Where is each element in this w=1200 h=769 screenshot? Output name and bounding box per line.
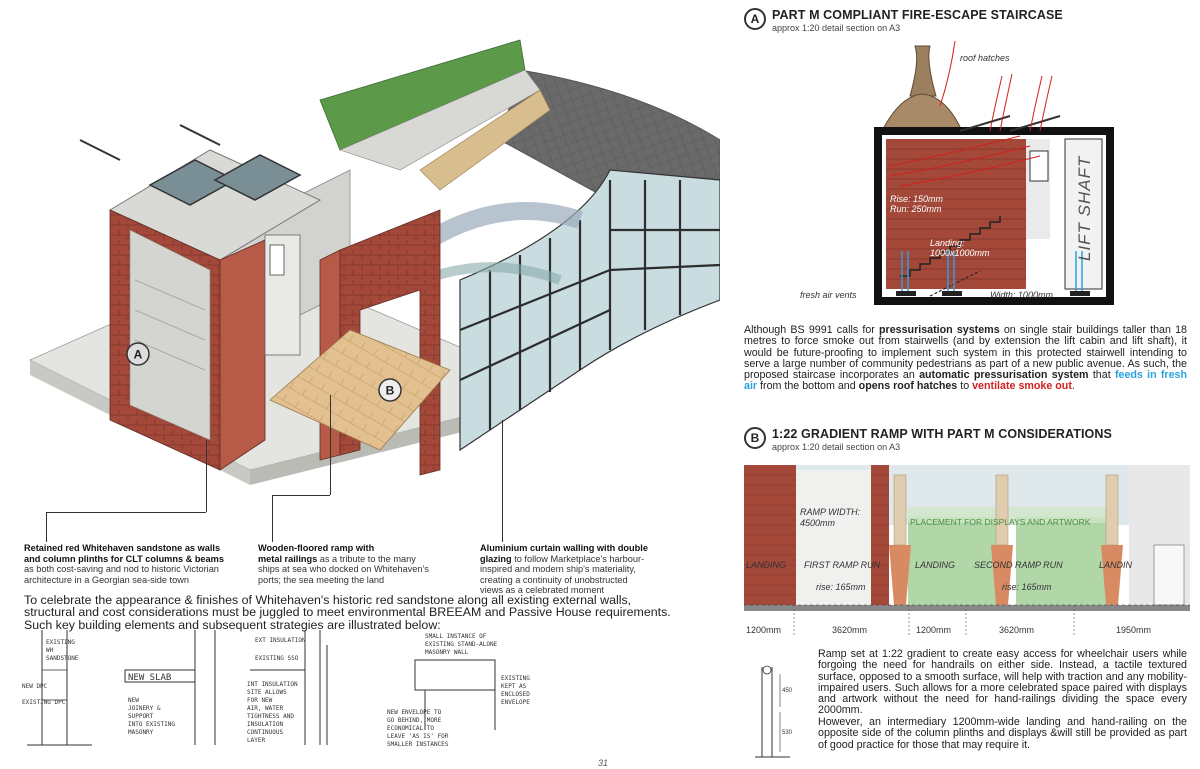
axo-marker-b: B <box>385 383 395 398</box>
sketch-insulation <box>245 630 350 750</box>
sketch4-note-5: KEPT AS <box>501 683 527 690</box>
sketch3-note-10: LAYER <box>247 737 266 744</box>
section-b-header <box>744 427 1112 452</box>
section-a-paragraph <box>744 325 1187 393</box>
sketch3-note-3: INT INSULATION <box>247 681 298 688</box>
label-first-ramp-run: FIRST RAMP RUN <box>804 560 881 570</box>
label-rise-2: rise: 165mm <box>1002 582 1052 592</box>
sketch2-note-3: JOINERY & <box>128 705 161 712</box>
sketch3-note-8: INSULATION <box>247 721 284 728</box>
sketch3-note-1: EXT INSULATION <box>255 637 306 644</box>
dim-3: 1200mm <box>916 625 952 635</box>
para-a-bold-2: automatic pressurisation system <box>919 369 1089 382</box>
label-landing-1: LANDING <box>746 560 787 570</box>
callout-sandstone-rest: as both cost-saving and nod to historic Victorian architecture in a Georgian sea-side town <box>24 564 219 585</box>
para-a-blue: feeds in fresh air <box>744 369 1188 393</box>
sketch1-note-2: WH <box>46 647 54 654</box>
para-a-text-4: from the bottom and <box>757 380 859 393</box>
sketch3-note-9: CONTINUOUS <box>247 729 284 736</box>
sketch3-note-6: AIR, WATER <box>247 705 284 712</box>
para-a-text-3: that <box>1088 369 1115 382</box>
callout-line-ramp <box>272 495 273 542</box>
sketch1-note-3: SANDSTONE <box>46 655 79 662</box>
section-b-paragraph-1: Ramp set at 1:22 gradient to create easy access for wheelchair users while forgoing the need for handrails on either side. Instead, a tactile textured surface, opposed to a smooth surface, will help with traction and any mobility-impaired users. Such allows for a more celebrated space paired with displays and artwork without the need for hand-railings dividing the space every 2000mm. <box>818 648 1187 717</box>
sketch2-note-5: INTO EXISTING <box>128 721 175 728</box>
callout-sandstone <box>24 543 224 585</box>
label-lift-shaft: LIFT SHAFT <box>1075 155 1094 261</box>
section-b-paragraph-2: However, an intermediary 1200mm-wide landing and hand-railing on the opposite side of the column plinths and displays &will still be provided as part of good practice for those that may require it. <box>818 716 1187 751</box>
callout-ramp <box>258 543 438 585</box>
label-second-ramp-run: SECOND RAMP RUN <box>974 560 1063 570</box>
sketch4-note-1: SMALL INSTANCE OF <box>425 633 487 640</box>
callout-line-sandstone-up <box>206 440 207 512</box>
callout-hline-sandstone <box>46 512 206 513</box>
callout-glazing-bold: Aluminium curtain walling with double glazing <box>480 543 648 564</box>
stair-brick-wall <box>886 139 1026 289</box>
callout-glazing-rest: to follow Marketplace's harbour-inspired and modern ship's materiality, creating a continuity of unobstructed views as a celebrated moment <box>480 553 645 596</box>
para-a-text-6: . <box>1071 380 1075 393</box>
label-roof-hatches: roof hatches <box>960 53 1010 63</box>
label-landing: Landing: <box>930 238 965 248</box>
sketch4-note-9: GO BEHIND, MORE <box>387 717 442 724</box>
sketch-new-slab <box>120 630 220 750</box>
callout-line-ramp-up <box>330 395 331 495</box>
sketch2-note-2: NEW <box>128 697 139 704</box>
label-ramp-width-value: 4500mm <box>800 518 836 528</box>
callout-line-sandstone <box>46 512 47 542</box>
callout-ramp-rest: as a tribute to the many ships at sea who docked on Whitehaven's ports; the sea meeting the land <box>258 553 429 585</box>
sketch3-note-4: SITE ALLOWS <box>247 689 287 696</box>
ramp-section-drawing <box>744 465 1190 640</box>
column-sketch <box>750 662 800 762</box>
axonometric-illustration <box>20 30 720 520</box>
callout-ramp-bold-b: metal railings <box>258 553 318 564</box>
callout-glazing <box>480 543 650 596</box>
label-landing-3: LANDIN <box>1099 560 1133 570</box>
axo-marker-a: A <box>133 347 143 362</box>
callout-sandstone-bold: Retained red Whitehaven sandstone as walls and column plinths for CLT columns & beams <box>24 543 224 564</box>
sketch4-note-2: EXISTING STAND-ALONE <box>425 641 498 648</box>
label-run: Run: 250mm <box>890 204 942 214</box>
para-a-red: ventilate smoke out <box>972 380 1072 393</box>
sketch2-note-6: MASONRY <box>128 729 154 736</box>
section-a-header <box>744 8 1063 33</box>
sketch-envelope <box>385 630 565 750</box>
dim-4: 3620mm <box>999 625 1035 635</box>
section-a-marker: A <box>744 8 766 30</box>
sketch3-note-2: EXISTING SSO <box>255 655 299 662</box>
section-a-title: PART M COMPLIANT FIRE-ESCAPE STAIRCASE <box>772 8 1063 22</box>
label-landing-size: 1000x1000mm <box>930 248 990 258</box>
sketch4-note-12: SMALLER INSTANCES <box>387 741 449 748</box>
sketch4-note-7: ENVELOPE <box>501 699 530 706</box>
sketch1-note-1: EXISTING <box>46 639 75 646</box>
para-a-text-1: Although BS 9991 calls for <box>744 324 880 336</box>
mini-dim-1: 450 <box>782 688 793 694</box>
para-a-bold-3: opens roof hatches <box>858 380 958 393</box>
sketch4-note-6: ENCLOSED <box>501 691 530 698</box>
dim-5: 1950mm <box>1116 625 1152 635</box>
label-width: Width: 1000mm <box>990 290 1053 300</box>
callout-line-glazing <box>502 420 503 542</box>
sketch4-note-10: ECONOMICAL TO <box>387 725 434 732</box>
staircase-section-drawing <box>790 36 1130 306</box>
page-number: 31 <box>598 758 609 768</box>
mini-dim-2: 530 <box>782 730 793 736</box>
label-landing-2: LANDING <box>915 560 956 570</box>
label-displays: PLACEMENT FOR DISPLAYS AND ARTWORK <box>910 517 1091 527</box>
callout-ramp-bold-a: Wooden-floored ramp with <box>258 543 375 553</box>
callout-hline-ramp <box>272 495 330 496</box>
sketch1-note-4: NEW DPC <box>22 683 48 690</box>
sketch2-note-4: SUPPORT <box>128 713 154 720</box>
sketch4-note-11: LEAVE 'AS IS' FOR <box>387 733 449 740</box>
label-fresh-air-vents: fresh air vents <box>800 290 857 300</box>
sketch-wall-dpc <box>22 630 102 750</box>
sketch1-note-5: EXISTING DPC <box>22 699 66 706</box>
sketch2-note-1: NEW SLAB <box>128 673 172 683</box>
sketch3-note-7: TIGHTNESS AND <box>247 713 294 720</box>
dim-1: 1200mm <box>746 625 782 635</box>
section-b-title: 1:22 GRADIENT RAMP WITH PART M CONSIDERATIONS <box>772 427 1112 441</box>
intro-paragraph: To celebrate the appearance & finishes of Whitehaven's historic red sandstone along all existing external walls, structural and cost considerations must be juggled to meet environmental BREEAM and Passive House requirements. Such key building elements and subsequent strategies are illustrated below: <box>24 593 671 632</box>
section-b-subtitle: approx 1:20 detail section on A3 <box>772 442 901 452</box>
para-a-text-2: on single stair buildings taller than 18 metres to force smoke out from stairwells (and by extension the lift cabin and lift shaft), it would be future-proofing to implement such system in this protected stairwell intending to serve a large number of community pedestrians as part of a new public avenue. As such, the proposed staircase incorporates an <box>744 324 1187 382</box>
sketch4-note-3: MASONRY WALL <box>425 649 469 656</box>
section-a-subtitle: approx 1:20 detail section on A3 <box>772 23 901 33</box>
para-a-text-5: to <box>957 380 973 393</box>
section-b-marker: B <box>744 427 766 449</box>
para-a-bold-1: pressurisation systems <box>879 324 1000 336</box>
label-ramp-width: RAMP WIDTH: <box>800 507 861 517</box>
sketch4-note-8: NEW ENVELOPE TO <box>387 709 442 716</box>
label-rise: Rise: 150mm <box>890 194 944 204</box>
sketch3-note-5: FOR NEW <box>247 697 273 704</box>
sketch4-note-4: EXISTING <box>501 675 530 682</box>
dim-2: 3620mm <box>832 625 868 635</box>
label-rise-1: rise: 165mm <box>816 582 866 592</box>
